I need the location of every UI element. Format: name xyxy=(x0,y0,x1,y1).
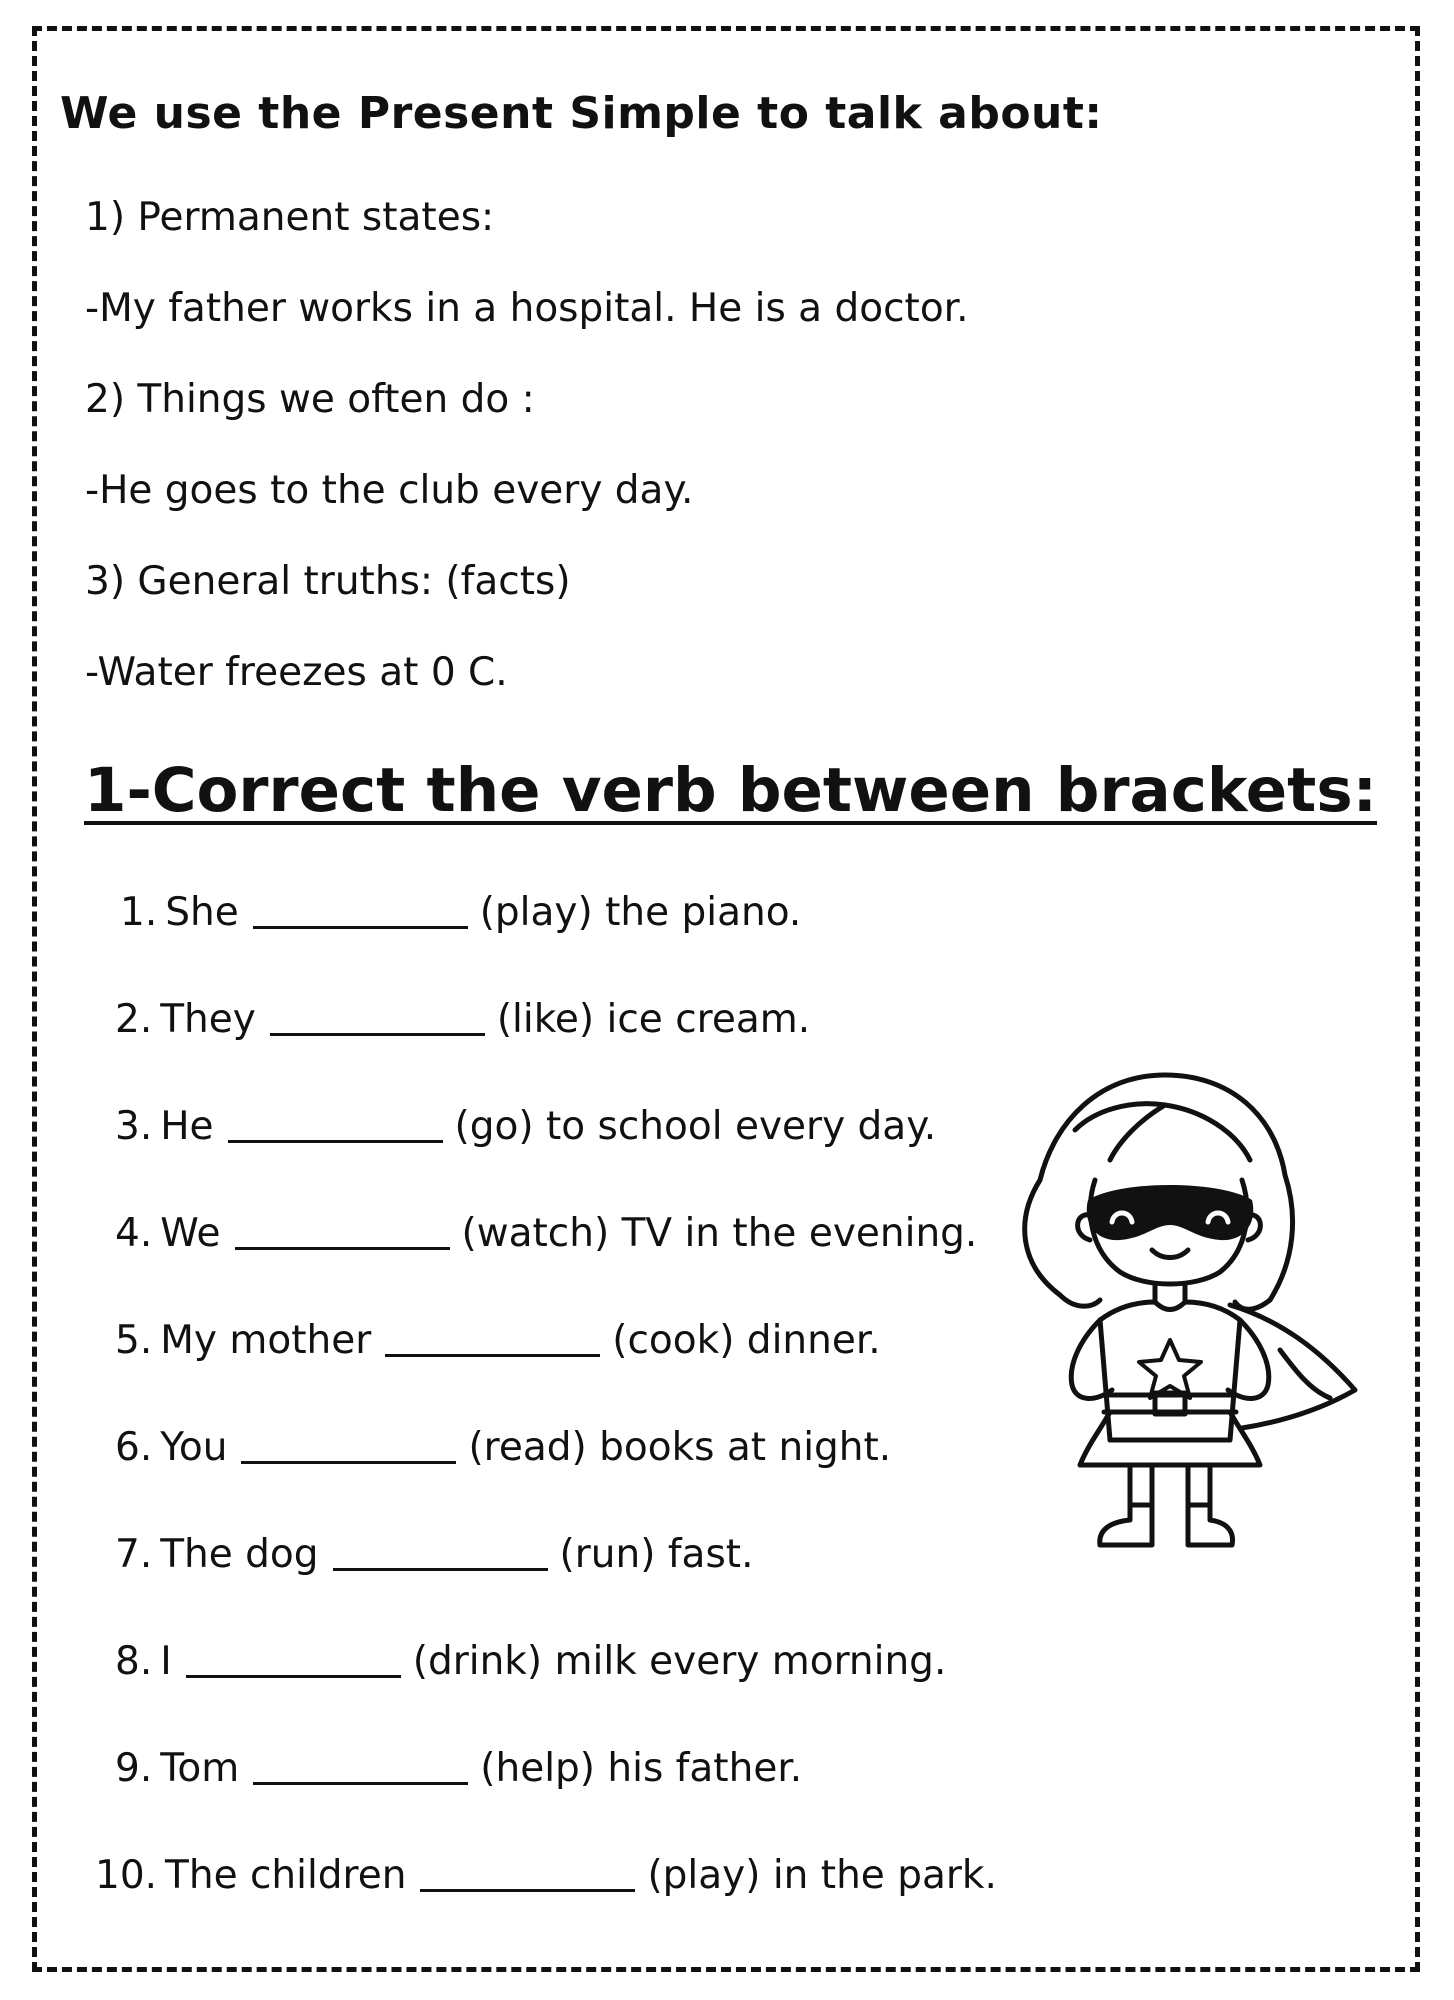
question-item-3 xyxy=(115,1104,936,1149)
question-rest: (watch) TV in the evening. xyxy=(461,1211,978,1256)
mask xyxy=(1087,1185,1254,1240)
question-number: 10. xyxy=(95,1853,158,1898)
question-item-7 xyxy=(115,1532,753,1577)
question-subject: They xyxy=(160,997,256,1042)
example-general-truths: -Water freezes at 0 C. xyxy=(85,650,508,695)
smile xyxy=(1152,1250,1188,1258)
question-subject: The children xyxy=(165,1853,407,1898)
question-item-2 xyxy=(115,997,810,1042)
rule-things-we-often-do: 2) Things we often do : xyxy=(85,377,535,422)
star-emblem xyxy=(1139,1340,1201,1398)
question-number: 6. xyxy=(115,1425,153,1470)
rule-permanent-states: 1) Permanent states: xyxy=(85,195,495,240)
question-number: 9. xyxy=(115,1746,153,1791)
question-rest: (play) the piano. xyxy=(479,890,802,935)
answer-blank-10[interactable] xyxy=(420,1859,635,1892)
answer-blank-4[interactable] xyxy=(235,1217,450,1250)
question-subject: You xyxy=(160,1425,228,1470)
question-rest: (read) books at night. xyxy=(468,1425,892,1470)
intro-heading: We use the Present Simple to talk about: xyxy=(60,88,1103,139)
rule-general-truths: 3) General truths: (facts) xyxy=(85,559,571,604)
answer-blank-7[interactable] xyxy=(333,1538,548,1571)
example-things-we-often-do: -He goes to the club every day. xyxy=(85,468,694,513)
answer-blank-3[interactable] xyxy=(228,1110,443,1143)
question-number: 3. xyxy=(115,1104,153,1149)
answer-blank-8[interactable] xyxy=(186,1645,401,1678)
question-number: 8. xyxy=(115,1639,153,1684)
answer-blank-2[interactable] xyxy=(270,1003,485,1036)
question-subject: Tom xyxy=(160,1746,240,1791)
superhero-girl-illustration xyxy=(980,1050,1370,1570)
question-subject: The dog xyxy=(160,1532,319,1577)
question-subject: I xyxy=(160,1639,172,1684)
question-item-10 xyxy=(95,1853,997,1898)
question-item-6 xyxy=(115,1425,891,1470)
question-number: 5. xyxy=(115,1318,153,1363)
question-rest: (like) ice cream. xyxy=(496,997,811,1042)
question-item-5 xyxy=(115,1318,881,1363)
question-number: 4. xyxy=(115,1211,153,1256)
question-rest: (go) to school every day. xyxy=(454,1104,937,1149)
question-subject: She xyxy=(165,890,239,935)
answer-blank-1[interactable] xyxy=(253,896,468,929)
answer-blank-5[interactable] xyxy=(385,1324,600,1357)
question-item-1 xyxy=(120,890,801,935)
answer-blank-9[interactable] xyxy=(253,1752,468,1785)
answer-blank-6[interactable] xyxy=(241,1431,456,1464)
question-rest: (cook) dinner. xyxy=(612,1318,881,1363)
torso xyxy=(1100,1302,1240,1440)
question-rest: (drink) milk every morning. xyxy=(412,1639,947,1684)
question-subject: He xyxy=(160,1104,214,1149)
question-subject: My mother xyxy=(160,1318,372,1363)
question-number: 7. xyxy=(115,1532,153,1577)
question-item-8 xyxy=(115,1639,946,1684)
question-number: 2. xyxy=(115,997,153,1042)
question-rest: (help) his father. xyxy=(480,1746,803,1791)
question-number: 1. xyxy=(120,890,158,935)
question-rest: (run) fast. xyxy=(559,1532,754,1577)
question-rest: (play) in the park. xyxy=(647,1853,997,1898)
question-subject: We xyxy=(160,1211,221,1256)
exercise-title: 1-Correct the verb between brackets: xyxy=(84,755,1378,826)
question-item-9 xyxy=(115,1746,802,1791)
question-item-4 xyxy=(115,1211,977,1256)
example-permanent-states: -My father works in a hospital. He is a doctor. xyxy=(85,286,969,331)
